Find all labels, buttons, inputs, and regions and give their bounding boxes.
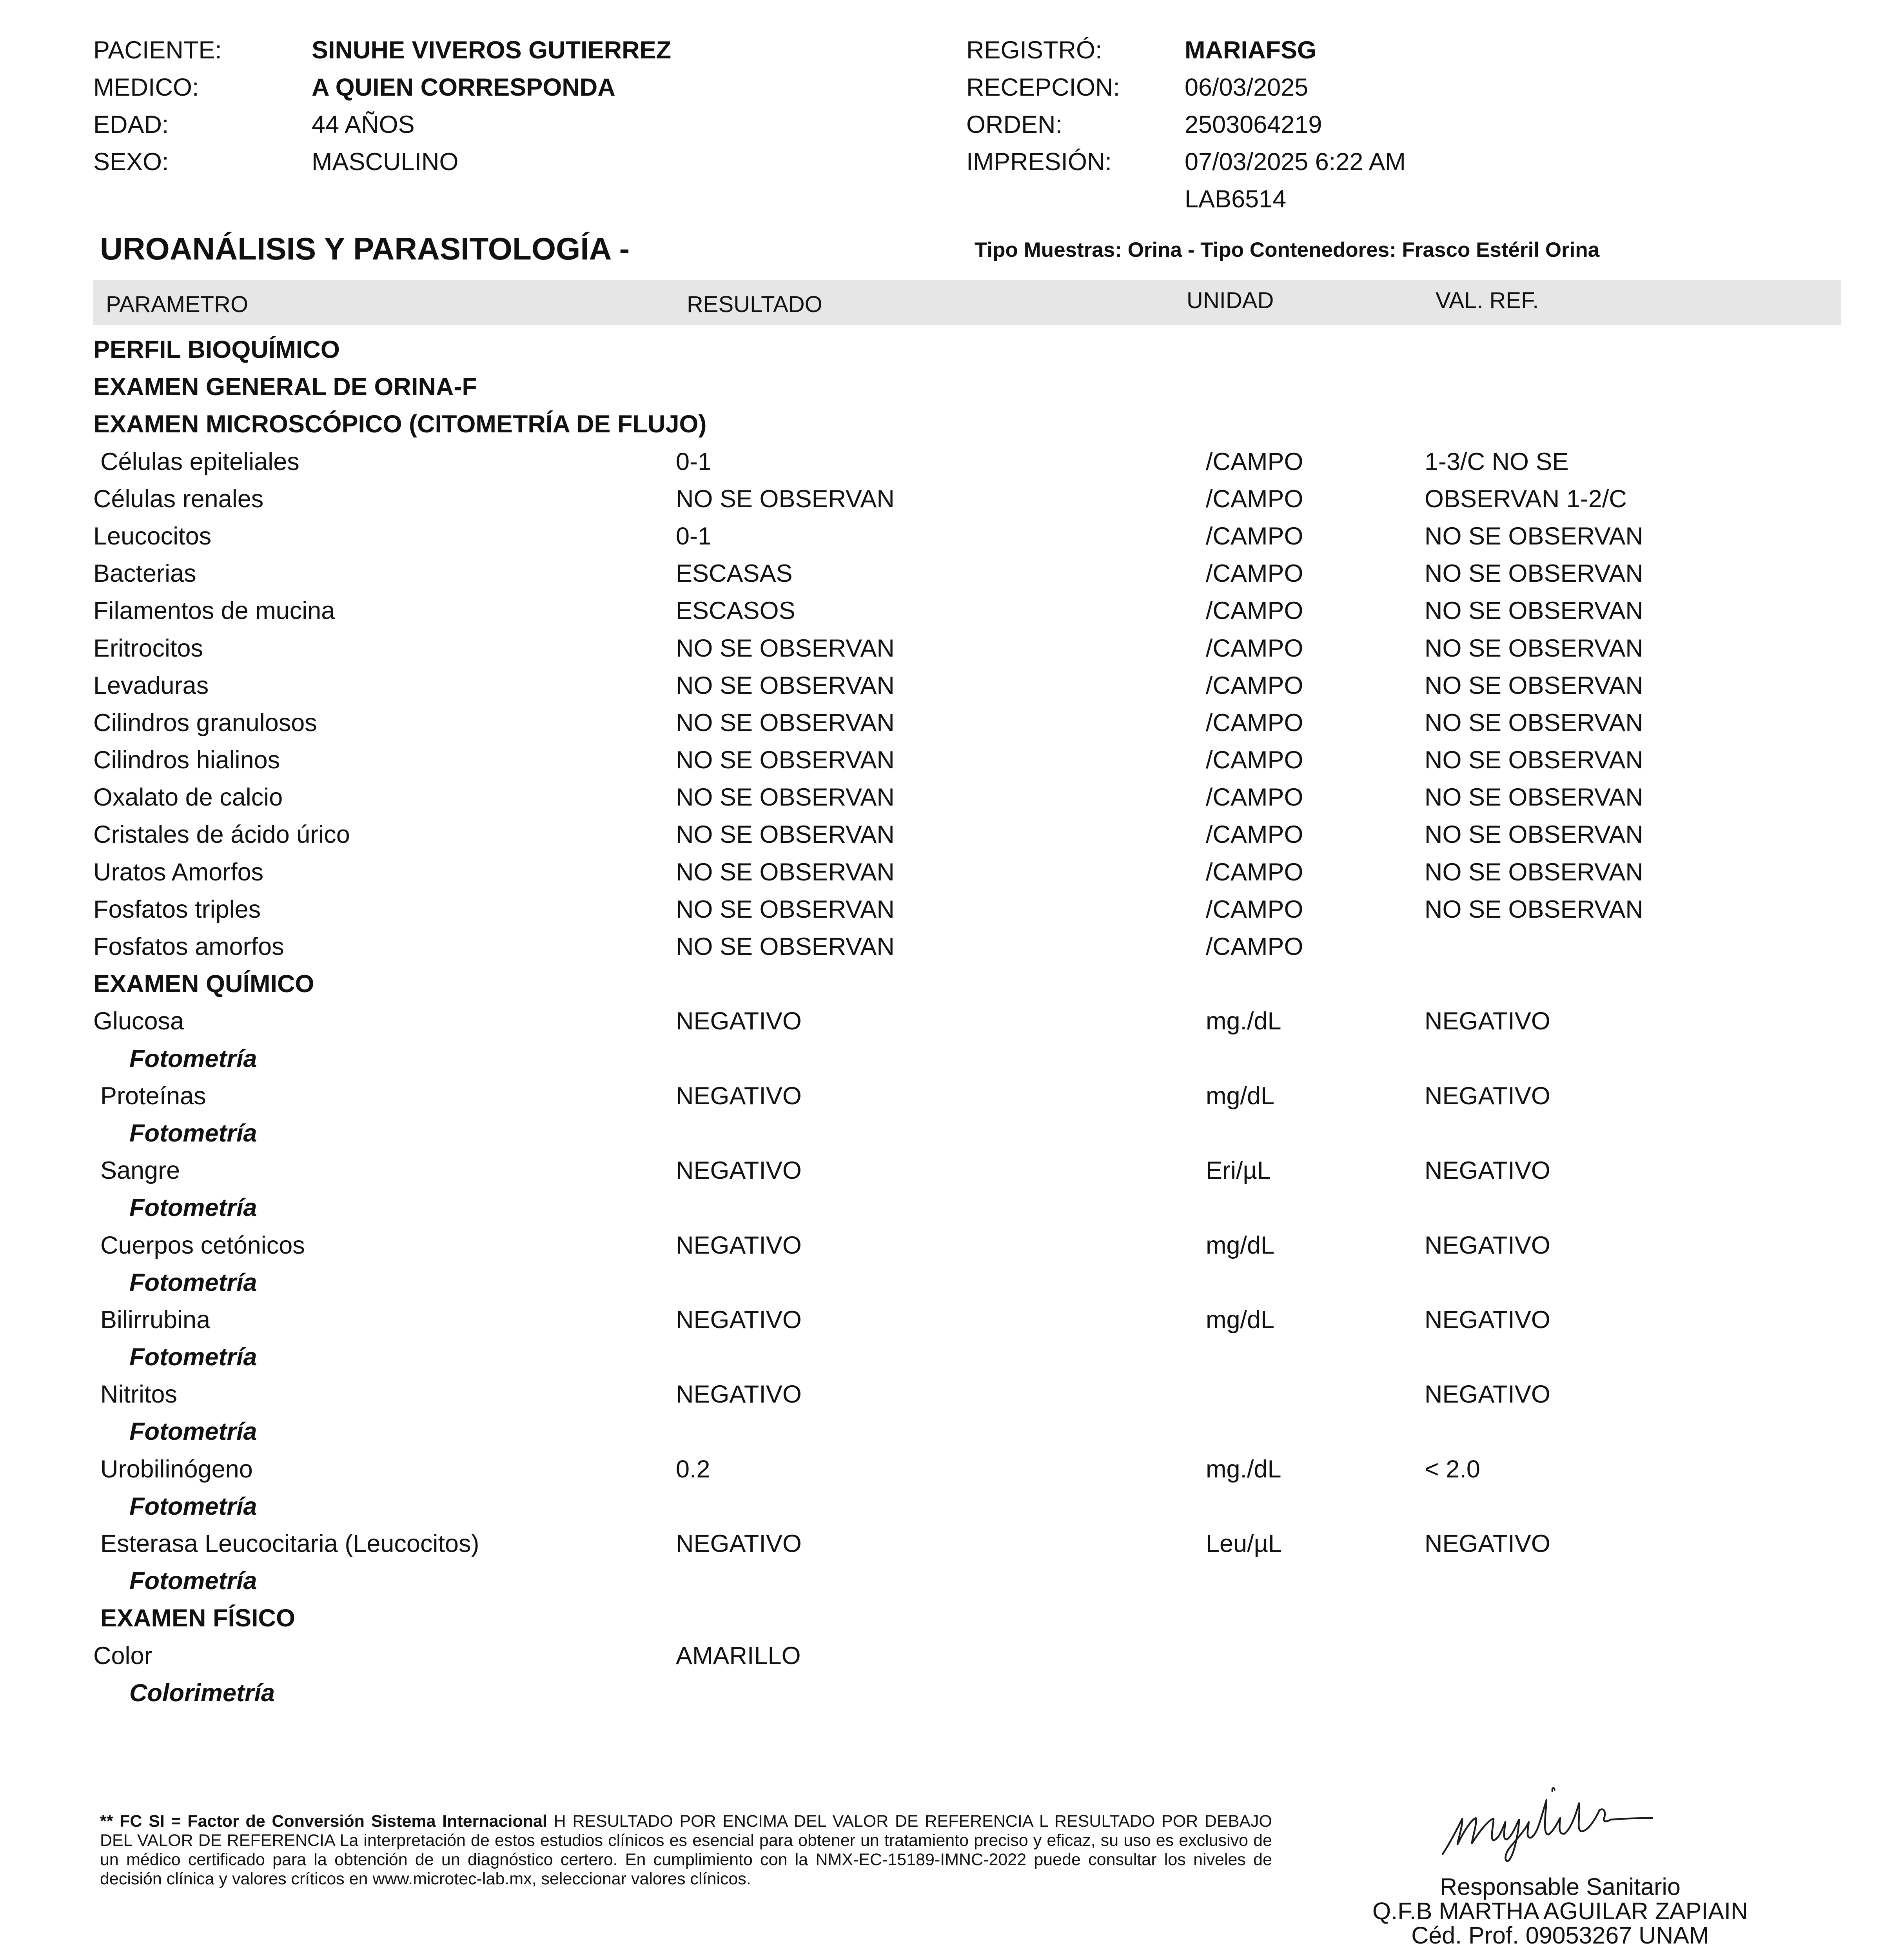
result-value: ESCASOS [676,597,795,625]
table-row [0,592,1893,630]
group-header-row [0,368,1893,406]
parameter-name: Filamentos de mucina [93,597,335,625]
doctor-name: A QUIEN CORRESPONDA [312,74,615,101]
unit-value: /CAMPO [1206,522,1303,550]
unit-value: mg/dL [1206,1082,1275,1110]
parameter-name: Urobilinógeno [100,1455,253,1483]
order-label: ORDEN: [966,111,1063,138]
reception-label: RECEPCION: [966,74,1120,101]
method-label: Fotometría [129,1418,257,1446]
result-value: NEGATIVO [676,1082,802,1110]
unit-value: /CAMPO [1206,560,1303,588]
unit-value: /CAMPO [1206,448,1303,475]
group-header-row [0,331,1893,368]
parameter-name: Levaduras [93,671,209,699]
result-value: 0.2 [676,1455,710,1483]
table-row [0,928,1893,965]
table-row [0,816,1893,853]
table-row [0,1376,1893,1413]
method-label: Fotometría [129,1194,257,1222]
reference-value: NO SE OBSERVAN [1425,560,1643,588]
method-label: Fotometría [129,1119,257,1147]
section-title: UROANÁLISIS Y PARASITOLOGÍA - [100,231,630,266]
table-header-bar [93,280,1841,325]
parameter-name: Esterasa Leucocitaria (Leucocitos) [100,1530,479,1557]
table-row [0,481,1893,518]
parameter-name: Nitritos [100,1381,178,1408]
parameter-name: Uratos Amorfos [93,858,264,886]
reference-value: NO SE OBSERVAN [1425,821,1643,849]
result-value: NO SE OBSERVAN [676,895,895,923]
parameter-name: Cristales de ácido úrico [93,821,350,849]
registered-by-value: MARIAFSG [1185,36,1316,64]
parameter-name: Leucocitos [93,522,212,550]
result-value: NO SE OBSERVAN [676,709,895,737]
table-row [0,1637,1893,1675]
table-row [0,704,1893,742]
reference-value: NEGATIVO [1425,1157,1550,1185]
result-value: 0-1 [676,522,712,550]
column-header-ref: VAL. REF. [1436,288,1539,313]
column-header-param: PARAMETRO [106,292,249,317]
result-value: NEGATIVO [676,1306,802,1334]
group-header-row [0,1600,1893,1637]
parameter-name: Células epiteliales [100,448,299,475]
parameter-name: Bacterias [93,560,196,588]
unit-value: /CAMPO [1206,671,1303,699]
table-row [0,1152,1893,1189]
reference-value: OBSERVAN 1-2/C [1425,485,1627,513]
signature-image [1435,1776,1662,1870]
table-row [0,518,1893,555]
table-row [0,555,1893,592]
group-header-row [0,406,1893,443]
result-value: 0-1 [676,448,712,475]
table-row [0,630,1893,667]
age-label: EDAD: [93,111,169,138]
method-label: Colorimetría [129,1679,275,1707]
group-title: EXAMEN GENERAL DE ORINA-F [93,373,477,401]
reference-value: NO SE OBSERVAN [1425,709,1643,737]
table-row [0,891,1893,928]
order-number: 2503064219 [1185,111,1322,138]
unit-value: /CAMPO [1206,634,1303,662]
parameter-name: Glucosa [93,1007,184,1035]
unit-value: /CAMPO [1206,709,1303,737]
method-row [0,1413,1893,1450]
unit-value: mg/dL [1206,1306,1275,1334]
unit-value: mg/dL [1206,1231,1275,1259]
unit-value: Leu/µL [1206,1530,1282,1557]
group-title: EXAMEN QUÍMICO [93,970,314,998]
method-row [0,1563,1893,1600]
reference-value: 1-3/C NO SE [1425,448,1569,475]
result-value: NO SE OBSERVAN [676,634,895,662]
reference-value: NO SE OBSERVAN [1425,671,1643,699]
footnote [100,1812,1272,1889]
result-value: NEGATIVO [676,1007,802,1035]
lab-code: LAB6514 [1185,185,1287,213]
method-row [0,1488,1893,1525]
parameter-name: Fosfatos triples [93,895,261,923]
results-table [0,331,1893,1712]
parameter-name: Color [93,1642,152,1670]
unit-value: /CAMPO [1206,821,1303,849]
doctor-label: MEDICO: [93,74,199,101]
reference-value: NEGATIVO [1425,1381,1550,1408]
method-label: Fotometría [129,1492,257,1520]
result-value: NO SE OBSERVAN [676,858,895,886]
table-row [0,779,1893,816]
reference-value: NO SE OBSERVAN [1425,634,1643,662]
unit-value: /CAMPO [1206,485,1303,513]
reference-value: < 2.0 [1425,1455,1480,1483]
patient-name: SINUHE VIVEROS GUTIERREZ [312,36,672,64]
result-value: NEGATIVO [676,1157,802,1185]
method-label: Fotometría [129,1045,257,1073]
unit-value: /CAMPO [1206,933,1303,960]
result-value: NO SE OBSERVAN [676,485,895,513]
parameter-name: Bilirrubina [100,1306,211,1334]
age-value: 44 AÑOS [312,111,415,138]
signer-block [1286,1875,1835,1947]
parameter-name: Proteínas [100,1082,206,1110]
table-row [0,1227,1893,1264]
unit-value: /CAMPO [1206,597,1303,625]
group-title: EXAMEN MICROSCÓPICO (CITOMETRÍA DE FLUJO) [93,410,707,438]
signer-license: Céd. Prof. 09053267 UNAM [1411,1922,1709,1949]
method-row [0,1115,1893,1152]
group-title: EXAMEN FÍSICO [100,1604,296,1632]
result-value: NO SE OBSERVAN [676,784,895,811]
parameter-name: Cuerpos cetónicos [100,1231,305,1259]
reference-value: NO SE OBSERVAN [1425,858,1643,886]
result-value: NO SE OBSERVAN [676,746,895,774]
unit-value: /CAMPO [1206,895,1303,923]
parameter-name: Sangre [100,1157,180,1185]
result-value: NO SE OBSERVAN [676,671,895,699]
parameter-name: Eritrocitos [93,634,203,662]
table-row [0,854,1893,891]
patient-label: PACIENTE: [93,36,222,64]
unit-value: /CAMPO [1206,746,1303,774]
unit-value: Eri/µL [1206,1157,1271,1185]
result-value: NEGATIVO [676,1530,802,1557]
reference-value: NO SE OBSERVAN [1425,597,1643,625]
signer-role: Responsable Sanitario [1440,1873,1681,1900]
print-label: IMPRESIÓN: [966,148,1112,176]
parameter-name: Oxalato de calcio [93,784,283,811]
parameter-name: Células renales [93,485,264,513]
reference-value: NO SE OBSERVAN [1425,746,1643,774]
signer-name: Q.F.B MARTHA AGUILAR ZAPIAIN [1372,1898,1748,1924]
reference-value: NEGATIVO [1425,1082,1550,1110]
unit-value: mg./dL [1206,1455,1281,1483]
parameter-name: Fosfatos amorfos [93,933,284,960]
unit-value: /CAMPO [1206,858,1303,886]
result-value: NO SE OBSERVAN [676,821,895,849]
print-datetime: 07/03/2025 6:22 AM [1185,148,1406,176]
group-title: PERFIL BIOQUÍMICO [93,336,340,363]
method-row [0,1040,1893,1078]
reference-value: NO SE OBSERVAN [1425,784,1643,811]
column-header-result: RESULTADO [687,292,822,317]
parameter-name: Cilindros hialinos [93,746,280,774]
method-row [0,1189,1893,1227]
result-value: NEGATIVO [676,1231,802,1259]
table-row [0,1301,1893,1339]
table-row [0,742,1893,779]
result-value: NEGATIVO [676,1381,802,1408]
unit-value: /CAMPO [1206,784,1303,811]
table-row [0,667,1893,704]
reference-value: NEGATIVO [1425,1007,1550,1035]
table-row [0,443,1893,481]
sex-label: SEXO: [93,148,169,176]
footnote-text: H RESULTADO POR ENCIMA DEL VALOR DE REFERENCIA L RESULTADO POR DEBAJO DEL VALOR DE REFERENCIA La interpretación de estos estudios clínicos es esencial para obtener un tratamiento preciso y eficaz, su uso es exclusivo de un médico certificado para la obtención de un diagnóstico certero. En cumplimiento con la NMX-EC-15189-IMNC-2022 puede consultar los niveles de decisión clínica y valores críticos en www.microtec-lab.mx, seleccionar valores clínicos. [100,1812,1272,1888]
result-value: AMARILLO [676,1642,801,1670]
reference-value: NO SE OBSERVAN [1425,522,1643,550]
method-label: Fotometría [129,1567,257,1595]
result-value: ESCASAS [676,560,793,588]
method-row [0,1339,1893,1376]
table-row [0,1078,1893,1115]
registered-by-label: REGISTRÓ: [966,36,1102,64]
reference-value: NO SE OBSERVAN [1425,895,1643,923]
parameter-name: Cilindros granulosos [93,709,317,737]
result-value: NO SE OBSERVAN [676,933,895,960]
group-header-row [0,965,1893,1003]
reference-value: NEGATIVO [1425,1530,1550,1557]
method-label: Fotometría [129,1343,257,1371]
method-label: Fotometría [129,1269,257,1296]
sample-info: Tipo Muestras: Orina - Tipo Contenedores: Frasco Estéril Orina [975,238,1600,261]
table-row [0,1525,1893,1563]
table-row [0,1451,1893,1488]
method-row [0,1675,1893,1712]
sex-value: MASCULINO [312,148,459,176]
unit-value: mg./dL [1206,1007,1281,1035]
reference-value: NEGATIVO [1425,1231,1550,1259]
reference-value: NEGATIVO [1425,1306,1550,1334]
method-row [0,1264,1893,1301]
table-row [0,1003,1893,1040]
column-header-unit: UNIDAD [1187,288,1274,313]
reception-date: 06/03/2025 [1185,74,1309,101]
footnote-bold: ** FC SI = Factor de Conversión Sistema Internacional [100,1812,547,1831]
